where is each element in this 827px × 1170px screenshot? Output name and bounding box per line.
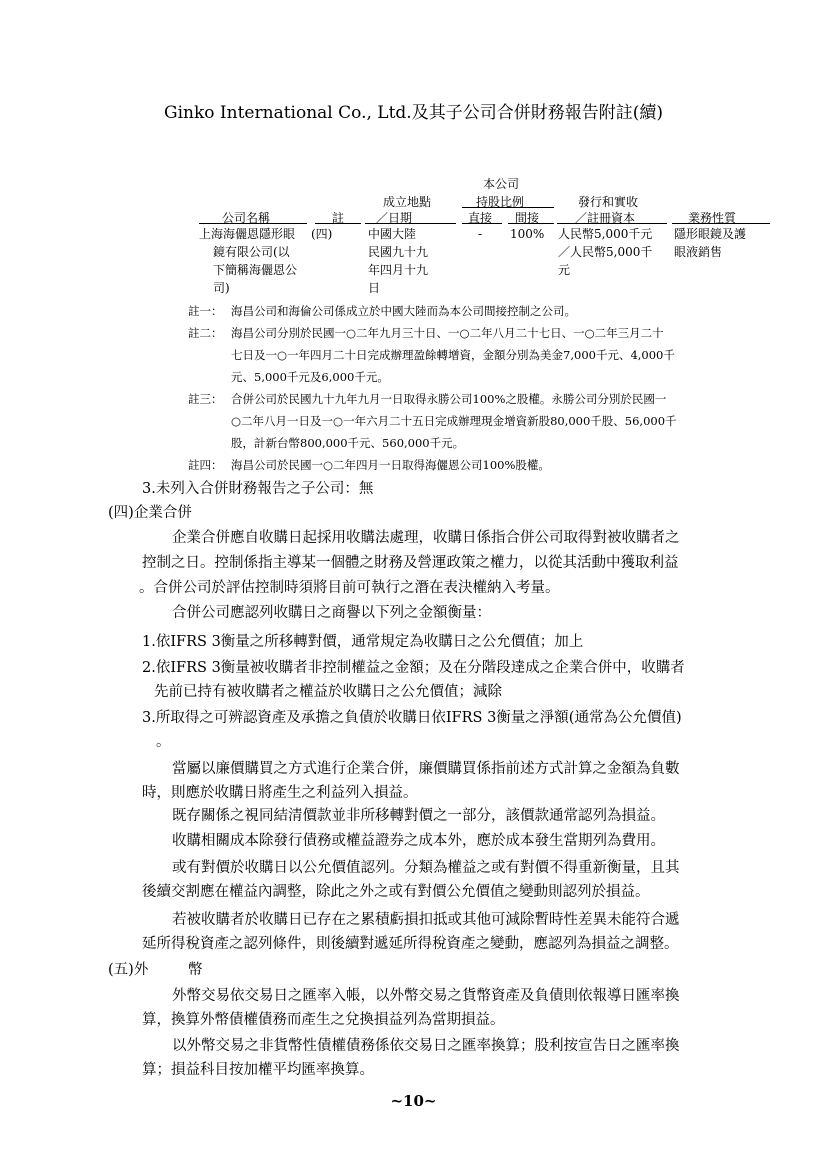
header-holding-ratio: 持股比例 [476,195,525,209]
item-3: 3.未列入合併財務報告之子公司：無 [142,481,374,497]
header-direct: 直接 [468,211,493,225]
note1-text: 海昌公司和海倫公司係成立於中國大陸而為本公司間接控制之公司。 [231,304,576,318]
cell-company-line3: 下簡稱海儷恩公 [213,263,298,277]
header-note: 註 [332,211,345,225]
para3-line2: 時，則應於收購日將產生之利益列入損益。 [142,785,418,801]
note4-text: 海昌公司於民國一○二年四月一日取得海儷恩公司100%股權。 [231,458,550,472]
para9-line1: 以外幣交易之非貨幣性債權債務係依交易日之匯率換算；股利按宣告日之匯率換 [172,1038,680,1054]
list-item-3-line1: 3.所取得之可辨認資產及承擔之負債於收購日依IFRS 3衡量之淨額(通常為公允價值) [142,710,682,726]
cell-capital-line1: 人民幣5,000千元 [558,227,653,241]
cell-company-line4: 司) [213,281,230,295]
note2-line1: 海昌公司分別於民國一○二年九月三十日、一○二年八月二十七日、一○二年三月二十 [231,326,664,340]
header-company-group: 本公司 [483,177,520,191]
cell-note: (四) [311,227,333,241]
note3-label: 註三： [188,392,223,406]
para6-line2: 後續交割應在權益內調整，除此之外之或有對價公允價值之變動則認列於損益。 [142,884,650,900]
page-number: ~10~ [390,1092,437,1110]
para5: 收購相關成本除發行債務或權益證券之成本外，應於成本發生當期列為費用。 [172,833,665,849]
para3-line1: 當屬以廉價購買之方式進行企業合併，廉價購買係指前述方式計算之金額為負數 [172,761,680,777]
section-5-heading-part2: 幣 [188,962,203,978]
cell-business-line2: 眼液銷售 [674,245,723,259]
para9-line2: 算；損益科目按加權平均匯率換算。 [142,1062,374,1078]
cell-direct: - [478,227,483,241]
para1-line2: 控制之日。控制係指主導某一個體之財務及營運政策之權力，以從其活動中獲取利益 [142,555,679,571]
note2-line3: 元、5,000千元及6,000千元。 [231,370,389,384]
cell-founded-line2: 民國九十九 [368,245,429,259]
page-title: Ginko International Co., Ltd.及其子公司合併財務報告附註(續) [164,103,663,123]
header-founded-1: 成立地點 [383,195,432,209]
cell-business-line1: 隱形眼鏡及護 [674,227,747,241]
para8-line2: 算，換算外幣債權債務而產生之兌換損益列為當期損益。 [142,1012,505,1028]
para2: 合併公司應認列收購日之商譽以下列之金額衡量： [172,605,491,621]
list-item-2-line2: 先前已持有被收購者之權益於收購日之公允價值；減除 [154,684,502,700]
header-indirect: 間接 [515,211,540,225]
para1-line3: 。合併公司於評估控制時須將目前可執行之潛在表決權納入考量。 [139,580,560,596]
note3-line2: ○二年八月一日及一○一年六月二十五日完成辦理現金增資新股80,000千股、56,000千 [231,414,677,428]
para7-line1: 若被收購者於收購日已存在之累積虧損扣抵或其他可減除暫時性差異未能符合遞 [172,912,680,928]
cell-company-line1: 上海海儷恩隱形眼 [199,227,296,241]
note4-label: 註四： [188,458,223,472]
header-paid-1: 發行和實收 [578,195,639,209]
note3-line1: 合併公司於民國九十九年九月一日取得永勝公司100%之股權。永勝公司分別於民國一 [231,392,667,406]
note2-label: 註二： [188,326,223,340]
cell-capital-line3: 元 [558,263,571,277]
list-item-2-line1: 2.依IFRS 3衡量被收購者非控制權益之金額；及在分階段達成之企業合併中，收購者 [142,660,685,676]
cell-founded-line4: 日 [368,281,381,295]
header-paid-2: ／註冊資本 [575,211,636,225]
para7-line2: 延所得稅資產之認列條件，則後續對遞延所得稅資產之變動，應認列為損益之調整。 [142,936,679,952]
list-item-1: 1.依IFRS 3衡量之所移轉對價，通常規定為收購日之公允價值；加上 [142,634,584,650]
section-5-heading-part1: (五)外 [108,962,149,978]
cell-founded-line3: 年四月十九 [368,263,429,277]
para4: 既存關係之視同結清價款並非所移轉對價之一部分，該價款通常認列為損益。 [172,808,665,824]
section-4-heading: (四)企業合併 [108,505,192,521]
cell-indirect: 100% [510,227,545,241]
note2-line2: 七日及一○一年四月二十日完成辦理盈餘轉增資，金額分別為美金7,000千元、4,000千 [231,348,675,362]
para1-line1: 企業合併應自收購日起採用收購法處理，收購日係指合併公司取得對被收購者之 [172,530,680,546]
list-item-3-line2: 。 [156,734,171,750]
header-company-name: 公司名稱 [222,211,271,225]
note3-line3: 股，計新台幣800,000千元、560,000千元。 [231,436,465,450]
note1-label: 註一： [188,304,223,318]
header-founded-2: ／日期 [376,211,413,225]
cell-capital-line2: ／人民幣5,000千 [558,245,653,259]
cell-founded-line1: 中國大陸 [368,227,417,241]
cell-company-line2: 鏡有限公司(以 [213,245,290,259]
header-business: 業務性質 [688,211,737,225]
para8-line1: 外幣交易依交易日之匯率入帳，以外幣交易之貨幣資產及負債則依報導日匯率換 [172,988,680,1004]
para6-line1: 或有對價於收購日以公允價值認列。分類為權益之或有對價不得重新衡量，且其 [172,860,680,876]
